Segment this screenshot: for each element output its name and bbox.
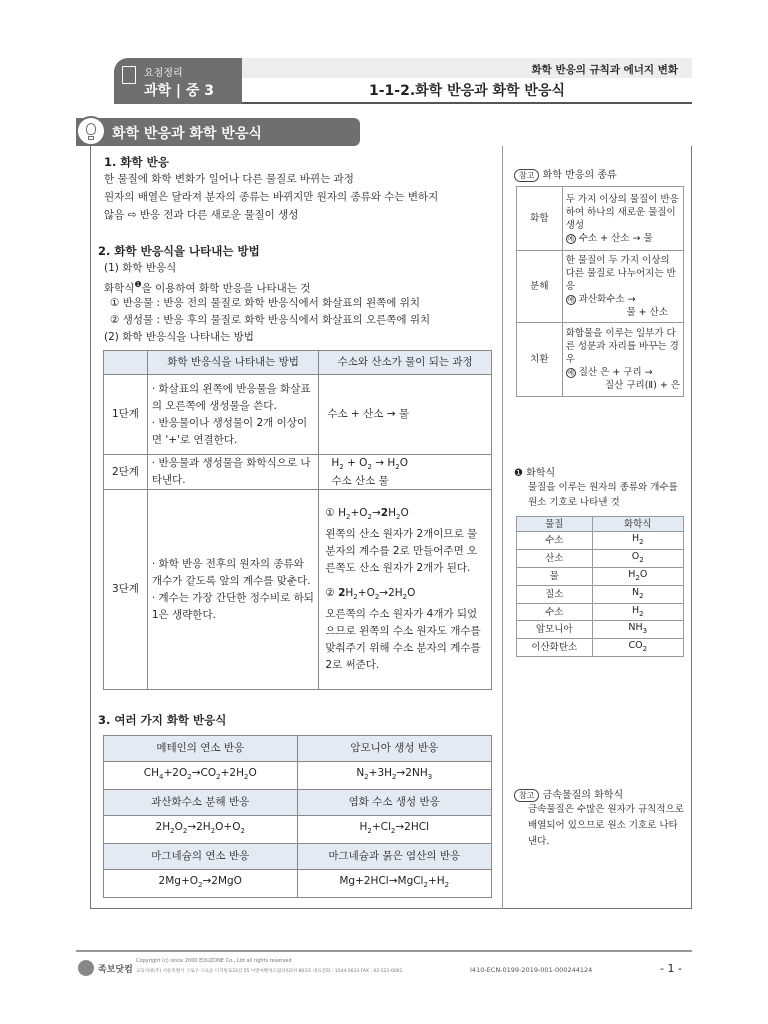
step2-label: 2단계: [104, 455, 148, 490]
type-example-cont: 물 + 산소: [626, 307, 668, 318]
page-number: - 1 -: [660, 962, 682, 975]
reaction-equation: $2Mg+O_2\to 2MgO$: [104, 870, 298, 898]
step1-example: 수소 + 산소 → 물: [319, 375, 492, 455]
reaction-equation: $Mg+2HCl\to MgCl_2+H_2$: [297, 870, 492, 898]
reaction-name: 암모니아 생성 반응: [297, 736, 492, 762]
substance-formula: $H_2$: [592, 603, 683, 621]
reaction-equation: $CH_4+2O_2\to CO_2+2H_2O$: [104, 762, 298, 790]
company-address: 교육지대(주) 서울특별시 구로구 구로동 디지털로33길 55 이앤씨벤처드림타워2차 803호 대표전화 : 1544-5633 FAX : 02-521-0001: [136, 969, 403, 974]
lightbulb-icon: [76, 116, 106, 146]
type-label: 화합: [517, 187, 563, 251]
type-label: 치환: [517, 323, 563, 397]
s1-line2: 원자의 배열은 달라져 분자의 종류는 바뀌지만 원자의 종류와 수는 변하지: [104, 191, 439, 203]
reaction-equation: $H_2+Cl_2\to 2HCl$: [297, 816, 492, 844]
type-example: 예 과산화수소 →: [567, 294, 636, 305]
type-example-cont: 질산 구리(Ⅱ) + 은: [605, 380, 680, 391]
step1-label: 1단계: [104, 375, 148, 455]
s2-sub1: (1) 화학 반응식: [104, 262, 177, 274]
substance-formula: $CO_2$: [592, 639, 683, 657]
substance-name: 이산화탄소: [517, 639, 593, 657]
type-desc: 한 물질이 두 가지 이상의 다른 물질로 나누어지는 반응: [565, 255, 676, 292]
substance-name: 수소: [517, 603, 593, 621]
steps-header-method: 화학 반응식을 나타내는 방법: [147, 351, 318, 375]
s1-heading: 1. 화학 반응: [104, 155, 169, 169]
footer-divider: [76, 950, 692, 952]
steps-table: [103, 350, 492, 690]
side-note1-title: 화학 반응의 종류: [542, 170, 617, 181]
example-mark: 예: [567, 296, 575, 304]
formula-header-formula: 화학식: [592, 517, 683, 532]
header-divider: [242, 102, 692, 104]
header-topic: 화학 반응의 규칙과 에너지 변화: [242, 58, 692, 78]
substance-formula: $O_2$: [592, 549, 683, 567]
side-note2: [514, 786, 623, 802]
step2-method: · 반응물과 생성물을 화학식으로 나타낸다.: [147, 455, 318, 490]
substance-formula: $H_2$: [592, 532, 683, 550]
s1-line1: 한 물질에 화학 변화가 일어나 다른 물질로 바뀌는 과정: [104, 173, 354, 185]
example-mark: 예: [567, 369, 575, 377]
reaction-equation: $2H_2O_2\to 2H_2O+O_2$: [104, 816, 298, 844]
brand-logo-icon: [78, 960, 94, 976]
step3-text2: 오른쪽의 수소 원자가 4개가 되었으므로 왼쪽의 수소 원자도 개수를 맞춰주기 위해 수소 분자의 계수를 2로 써준다.: [325, 608, 481, 672]
note-chip: 참고: [514, 789, 539, 802]
substance-name: 산소: [517, 549, 593, 567]
s3-heading: 3. 여러 가지 화학 반응식: [98, 713, 227, 727]
substance-name: 수소: [517, 532, 593, 550]
reaction-equation: $N_2+3H_2\to 2NH_3$: [297, 762, 492, 790]
substance-name: 암모니아: [517, 621, 593, 639]
footnote-text: 물질을 이루는 원자의 종류와 개수를 원소 기호로 나타낸 것: [528, 482, 678, 508]
example-mark: 예: [567, 234, 575, 243]
footnote-title: ❶ 화학식: [514, 468, 556, 479]
step2-example: $H_2 + O_2 \to H_2O$ 수소 산소 물: [319, 455, 492, 490]
substance-name: 물: [517, 567, 593, 585]
substance-formula: $N_2$: [592, 585, 683, 603]
side-note1: [514, 166, 617, 182]
reaction-name: 메테인의 연소 반응: [104, 736, 298, 762]
brand-name: 족보닷컴: [98, 965, 133, 975]
type-example: 예 수소 + 산소 → 물: [567, 232, 653, 244]
reaction-name: 염화 수소 생성 반응: [297, 790, 492, 816]
type-desc: 두 가지 이상의 물질이 반응하여 하나의 새로운 물질이 생성: [565, 193, 679, 231]
subject-tag: [114, 58, 242, 104]
side-note2-title: 금속물질의 화학식: [542, 790, 624, 801]
reaction-name: 마그네슘과 묽은 염산의 반응: [297, 844, 492, 870]
tag-label: 요점정리: [144, 68, 183, 79]
copyright: Copyright (c) since 2000 EDUZONE Co., Ltd all rights reserved: [136, 958, 292, 964]
step3-method2: · 계수는 가장 간단한 정수비로 하되 1은 생략한다.: [151, 591, 314, 621]
step1-method1: · 화살표의 왼쪽에 반응물을 화살표의 오른쪽에 생성물을 쓴다.: [151, 382, 311, 412]
type-example: 예 질산 은 + 구리 →: [567, 367, 653, 378]
step3-text1: 왼쪽의 산소 원자가 2개이므로 물 분자의 계수를 2로 만들어주면 오른쪽도 산소 원자가 2개가 된다.: [325, 528, 478, 574]
note-chip: 참고: [514, 169, 539, 182]
step3-equation1: ① $H_2+O_2\to 2H_2O$: [325, 506, 409, 521]
reaction-name: 마그네슘의 연소 반응: [104, 844, 298, 870]
page-title: 1-1-2.화학 반응과 화학 반응식: [368, 83, 566, 99]
reaction-name: 과산화수소 분해 반응: [104, 790, 298, 816]
tag-subject: 과학 | 중 3: [144, 83, 215, 99]
s2-definition: 화학식$^❶$을 이용하여 화학 반응을 나타내는 것: [104, 280, 311, 295]
formula-header-substance: 물질: [517, 517, 593, 532]
type-desc: 화합물을 이루는 일부가 다른 성분과 자리를 바꾸는 경우: [565, 328, 679, 365]
formula-table: [516, 516, 684, 657]
substance-formula: $H_2O$: [592, 567, 683, 585]
banner-title: 화학 반응과 화학 반응식: [112, 126, 262, 142]
s1-line3: 않음 ⇨ 반응 전과 다른 새로운 물질이 생성: [104, 209, 299, 221]
s2-item2: ② 생성물 : 반응 후의 물질로 화학 반응식에서 화살표의 오른쪽에 위치: [110, 314, 431, 326]
side-note2-text: 금속물질은 수많은 원자가 규칙적으로 배열되어 있으므로 원소 기호로 나타낸다.: [528, 804, 684, 847]
s2-heading: 2. 화학 반응식을 나타내는 방법: [98, 244, 260, 258]
step3-method1: · 화학 반응 전후의 원자의 종류와 개수가 같도록 앞의 계수를 맞춘다.: [151, 557, 311, 587]
s2-item1: ① 반응물 : 반응 전의 물질로 화학 반응식에서 화살표의 왼쪽에 위치: [110, 297, 421, 309]
steps-header-example: 수소와 산소가 물이 되는 과정: [319, 351, 492, 375]
step1-method2: · 반응물이나 생성물이 2개 이상이면 '+'로 연결한다.: [151, 416, 308, 446]
type-label: 분해: [517, 251, 563, 323]
step3-equation2: ② $2H_2+O_2\to 2H_2O$: [325, 587, 416, 602]
book-icon: [122, 66, 136, 84]
footnote-marker: ❶: [134, 280, 142, 289]
substance-formula: $NH_3$: [592, 621, 683, 639]
substance-name: 질소: [517, 585, 593, 603]
reactions-table: [103, 735, 492, 898]
reaction-types-table: [516, 186, 684, 397]
s2-sub2: (2) 화학 반응식을 나타내는 방법: [104, 331, 254, 343]
step3-label: 3단계: [104, 490, 148, 690]
column-divider: [502, 146, 503, 909]
doc-code: I410-ECN-0199-2019-001-000244124: [470, 966, 593, 974]
